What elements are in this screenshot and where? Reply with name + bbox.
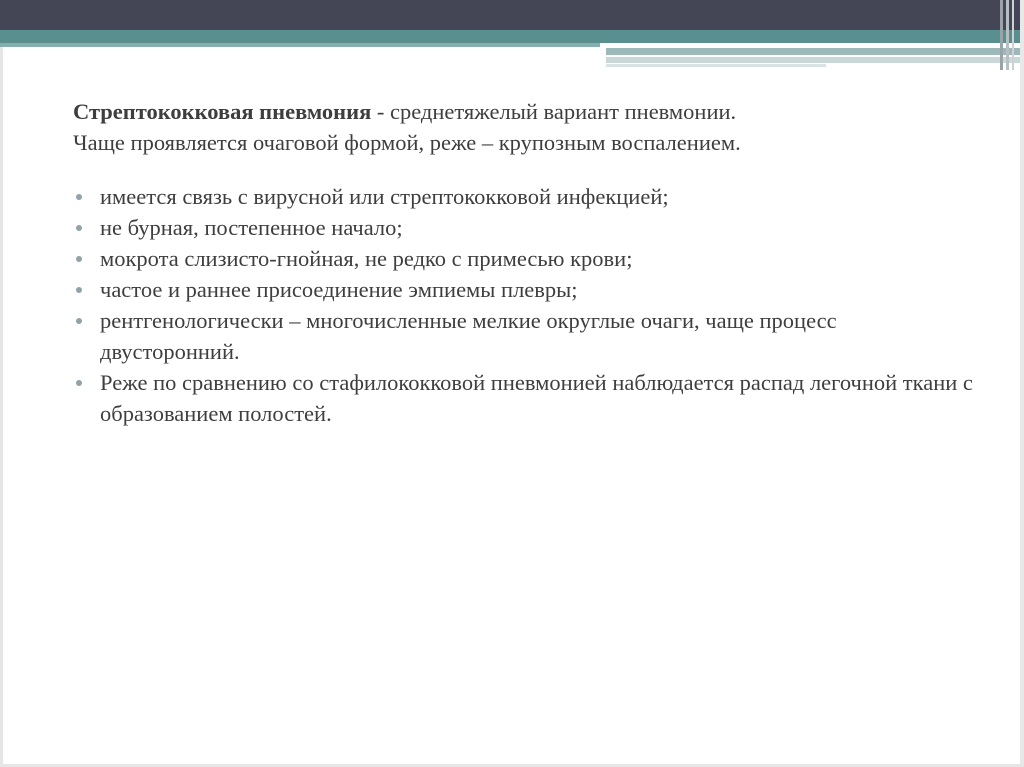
bullet-text: имеется связь с вирусной или стрептококковой инфекцией; xyxy=(100,184,669,209)
slide-left-edge xyxy=(0,0,3,767)
bullet-item xyxy=(73,212,973,243)
bullet-text: Реже по сравнению со стафилококковой пневмонией наблюдается распад легочной ткани с образованием полостей. xyxy=(100,370,973,426)
bullet-dot-icon xyxy=(76,194,82,200)
header-dark-band xyxy=(0,0,1024,30)
intro-paragraph xyxy=(73,96,973,158)
bullet-item xyxy=(73,367,980,429)
header-stripe xyxy=(1000,0,1003,70)
header-stripe xyxy=(1012,0,1014,70)
bullet-text: рентгенологически – многочисленные мелкие округлые очаги, чаще процесс двусторонний. xyxy=(100,308,837,364)
header-accent-bar-faint xyxy=(606,64,826,67)
bullet-item xyxy=(73,305,980,367)
slide-body xyxy=(73,96,973,429)
bullet-dot-icon xyxy=(76,287,82,293)
bullet-dot-icon xyxy=(76,318,82,324)
bullet-text: частое и раннее присоединение эмпиемы плевры; xyxy=(100,277,578,302)
header-stripe xyxy=(1006,0,1009,70)
bullet-item xyxy=(73,274,973,305)
intro-title-rest: - среднетяжелый вариант пневмонии. xyxy=(371,99,737,124)
bullet-list xyxy=(73,181,973,429)
bullet-dot-icon xyxy=(76,225,82,231)
header-teal-underline xyxy=(0,43,600,47)
slide-right-edge xyxy=(1020,0,1024,767)
bullet-item xyxy=(73,181,973,212)
bullet-text: мокрота слизисто-гнойная, не редко с примесью крови; xyxy=(100,246,633,271)
bullet-item xyxy=(73,243,973,274)
bullet-text: не бурная, постепенное начало; xyxy=(100,215,403,240)
intro-title-bold: Стрептококковая пневмония xyxy=(73,99,372,124)
header-accent-bar xyxy=(606,48,1024,55)
bullet-dot-icon xyxy=(76,256,82,262)
header-accent-bar-light xyxy=(606,57,1024,63)
header-teal-band xyxy=(0,30,1024,43)
intro-line-2: Чаще проявляется очаговой формой, реже – крупозным воспалением. xyxy=(73,130,741,155)
bullet-dot-icon xyxy=(76,380,82,386)
